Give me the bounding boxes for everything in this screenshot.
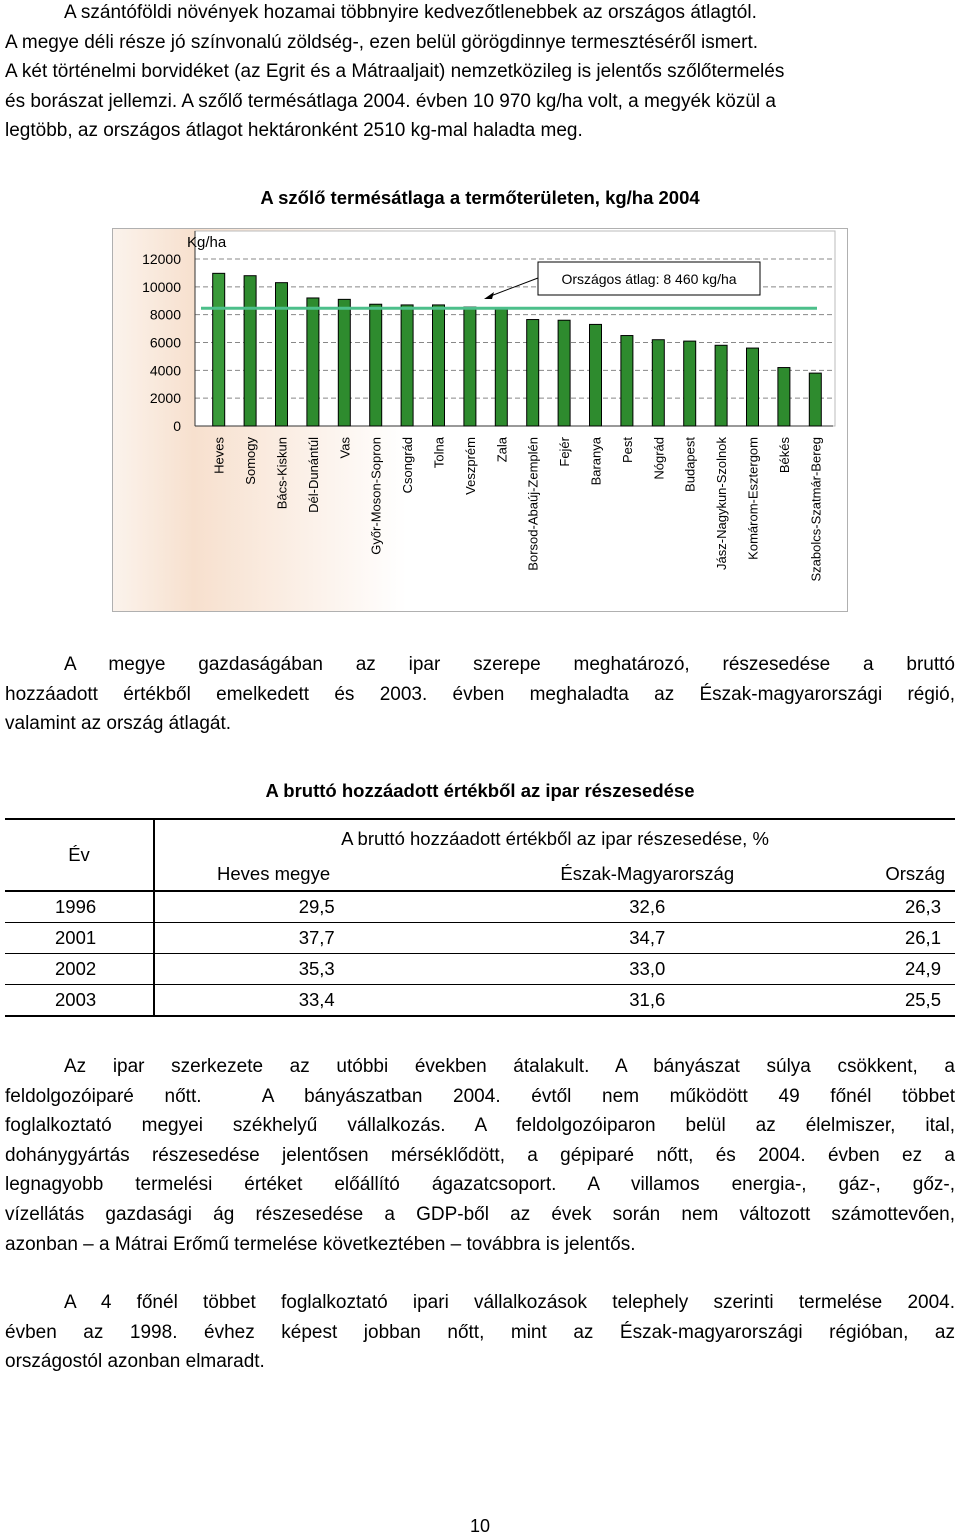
value-cell: 32,6 [629,896,666,917]
x-tick-label: Vas [337,437,353,459]
text-line [5,650,955,680]
value-cell: 31,6 [629,989,666,1010]
year-header: Év [5,819,154,891]
y-tick-label: 6000 [149,334,181,351]
text-line: azonban – a Mátrai Erőmű termelése következtében – továbbra is jelentős. [5,1233,636,1255]
col-header-eszak: Észak-Magyarország [560,863,735,885]
text-line: hozzáadott értékből emelkedett és 2003. évben meghaladta az Észak-magyarországi régió, [5,683,955,705]
table-row [5,985,955,1017]
value-cell: 34,7 [629,927,666,948]
group-header: A bruttó hozzáadott értékből az ipar részesedése, % [341,828,769,850]
x-tick-label: Veszprém [462,437,478,495]
x-tick-label: Dél-Dunántúl [305,437,321,513]
industry-share-table [5,818,955,1017]
text-line: feldolgozóiparé nőtt. A bányászatban 2004. évtől nem működött 49 főnél többet [5,1085,955,1107]
grape-yield-chart [112,228,848,612]
text-line: országostól azonban elmaradt. [5,1351,265,1373]
bar [338,299,350,426]
average-callout-text: Országos átlag: 8 460 kg/ha [561,271,737,287]
bar [213,273,225,426]
x-tick-label: Komárom-Esztergom [745,437,761,560]
bar [684,341,696,426]
y-tick-label: 12000 [142,251,181,267]
x-tick-label: Bács-Kiskun [274,437,290,510]
bar [747,348,759,426]
text-line [5,1288,955,1318]
table-row [5,954,955,985]
text-line: legtöbb, az országos átlagot hektáronként 2510 kg-mal haladta meg. [5,120,583,142]
x-tick-label: Jász-Nagykun-Szolnok [714,437,730,570]
x-tick-label: Fejér [557,437,573,467]
text-line: vízellátás gazdasági ág részesedése a GDP-ből az évek során nem változott számottevően, [5,1203,955,1225]
text-line-content: A 4 főnél többet foglalkoztató ipari vállalkozások telephely szerinti termelése 2004. [64,1292,955,1313]
year-cell: 2002 [5,954,154,985]
text-line [5,1052,955,1082]
x-tick-label: Pest [619,437,635,464]
x-tick-label: Békés [776,437,792,474]
text-line: dohánygyártás részesedése jelentősen mérséklődött, a gépiparé nőtt, és 2004. évben ez a [5,1144,955,1166]
value-cell: 29,5 [298,896,335,917]
text-line: évben az 1998. évhez képest jobban nőtt, mint az Észak-magyarországi régióban, az [5,1321,955,1343]
x-tick-label: Tolna [431,437,447,469]
chart-canvas [113,229,847,611]
bar [652,340,664,426]
value-cell: 33,0 [629,958,666,979]
y-tick-label: 4000 [149,362,181,379]
value-cell: 24,9 [904,958,941,979]
table-row [5,923,955,954]
bar [464,307,476,426]
bar [527,320,539,426]
bar [809,373,821,426]
year-cell: 2003 [5,985,154,1017]
col-header-orszag: Ország [885,863,945,885]
text-line-content: A megye gazdaságában az ipar szerepe meghatározó, részesedése a bruttó [64,654,955,675]
plot-area [195,231,835,426]
x-tick-label: Zala [494,437,510,463]
bar [307,298,319,426]
y-unit-label: Kg/ha [187,234,227,251]
structure-paragraph [5,1052,955,1259]
chart-title: A szőlő termésátlaga a termőterületen, kg/ha 2004 [260,187,700,208]
col-header-heves: Heves megye [217,863,331,885]
bar [778,368,790,426]
bar [621,336,633,426]
y-tick-label: 8000 [149,306,181,323]
text-line: legnagyobb termelési értéket előállító ágazatcsoport. A villamos energia-, gáz-, gőz-, [5,1174,955,1196]
bar [370,304,382,426]
text-line-content: Az ipar szerkezete az utóbbi években átalakult. A bányászat súlya csökkent, a [64,1056,955,1077]
year-cell: 2001 [5,923,154,954]
x-tick-label: Szabolcs-Szatmár-Bereg [808,437,824,582]
y-tick-label: 2000 [149,390,181,407]
bar [715,345,727,426]
value-cell: 26,3 [904,896,941,917]
page-number: 10 [469,1516,491,1536]
value-cell: 25,5 [904,989,941,1010]
x-tick-label: Budapest [682,437,698,492]
x-tick-label: Nógrád [651,437,667,480]
text-line: A szántóföldi növények hozamai többnyire kedvezőtlenebbek az országos átlagtól. [64,2,757,23]
year-cell: 1996 [5,891,154,923]
industry-paragraph [5,650,955,739]
value-cell: 33,4 [298,989,335,1010]
x-tick-label: Somogy [243,437,259,485]
x-tick-label: Csongrád [400,437,416,494]
value-cell: 35,3 [298,958,335,979]
bar [276,283,288,426]
bar [401,305,413,426]
text-line: A megye déli része jó színvonalú zöldség-, ezen belül görögdinnye termesztéséről ismert. [5,31,758,53]
table-title: A bruttó hozzáadott értékből az ipar részesedése [265,780,695,801]
production-paragraph [5,1288,955,1377]
text-line: foglalkoztató megyei székhelyű vállalkozás. A feldolgozóiparon belül az élelmiszer, ital, [5,1115,955,1137]
bar [558,320,570,426]
bar [433,305,445,426]
text-line: és borászat jellemzi. A szőlő termésátlaga 2004. évben 10 970 kg/ha volt, a megyék közül a [5,90,777,112]
bar [244,276,256,426]
bar [495,309,507,426]
x-tick-label: Heves [211,437,227,474]
text-line: valamint az ország átlagát. [5,713,232,735]
value-cell: 37,7 [298,927,335,948]
intro-paragraph [5,0,955,146]
table-row [5,891,955,923]
x-tick-label: Baranya [588,437,604,486]
y-tick-label: 0 [173,418,181,434]
x-tick-label: Győr-Moson-Sopron [368,437,384,555]
x-tick-label: Borsod-Abaúj-Zemplén [525,437,541,571]
text-line: A két történelmi borvidéket (az Egrit és a Mátraaljait) nemzetközileg is jelentős szőlőtermelés [5,61,785,83]
y-tick-label: 10000 [142,278,181,295]
bar [590,324,602,426]
value-cell: 26,1 [904,927,941,948]
